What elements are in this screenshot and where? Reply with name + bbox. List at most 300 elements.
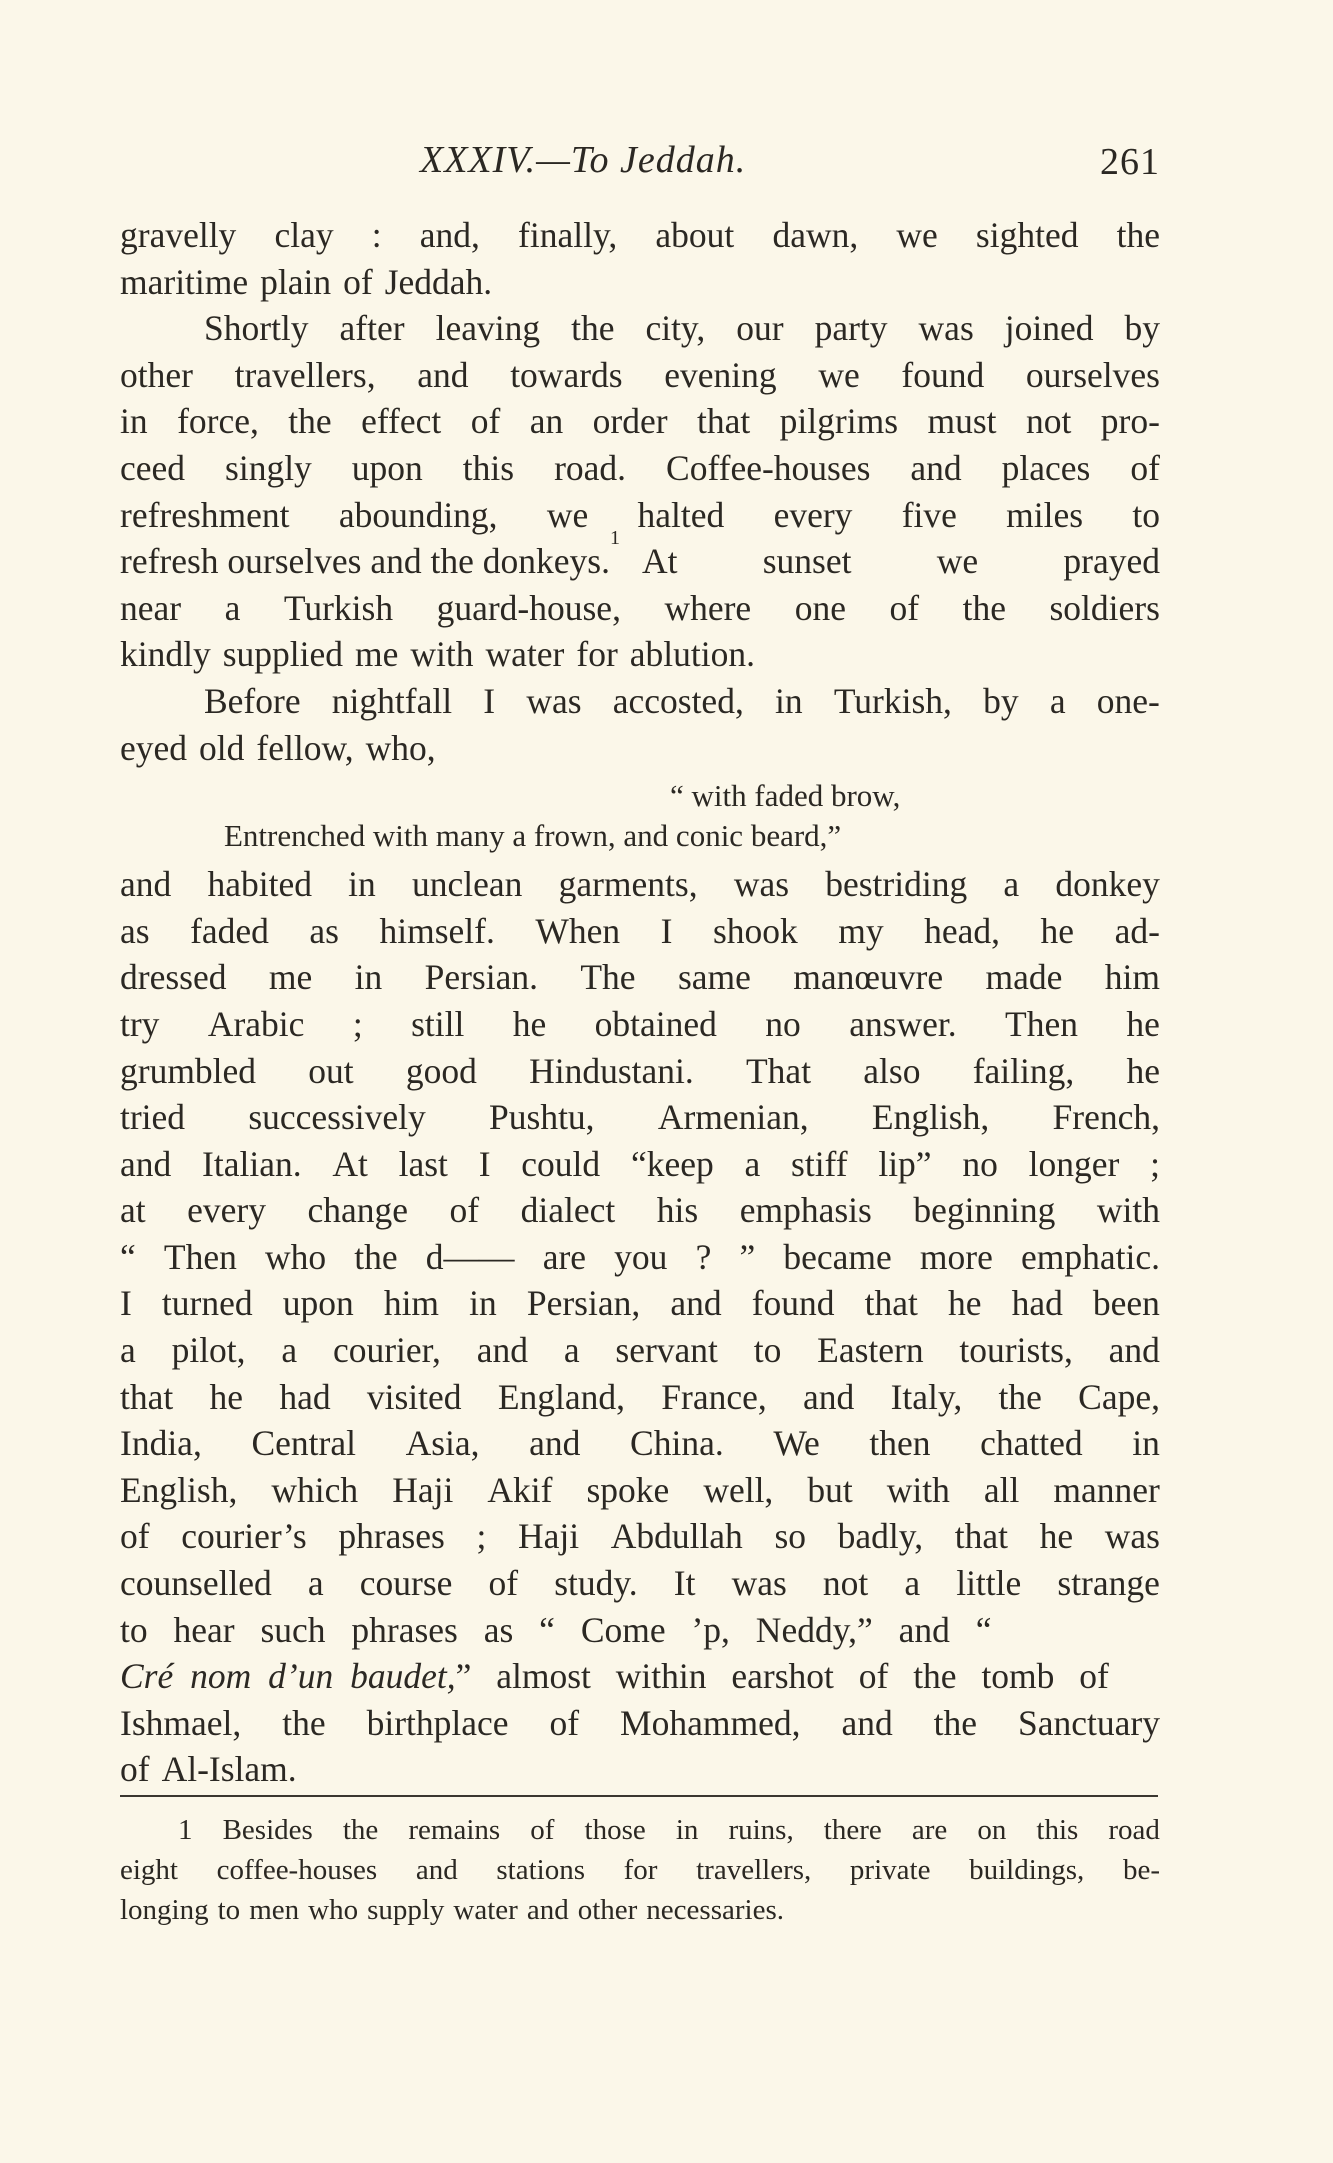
- word: We: [773, 1423, 820, 1464]
- word: of: [449, 1190, 480, 1231]
- word: India,: [120, 1423, 202, 1464]
- text-line: [120, 585, 1160, 632]
- word: pilgrims: [779, 401, 899, 442]
- word: soldiers: [1049, 587, 1160, 628]
- word: was: [733, 864, 790, 905]
- word: birthplace: [366, 1702, 509, 1743]
- word: was: [1104, 1516, 1160, 1557]
- word: “keep: [630, 1143, 714, 1184]
- text-line: [120, 212, 1160, 259]
- word: every: [773, 494, 853, 535]
- word: :: [371, 215, 382, 255]
- word: still: [411, 1003, 465, 1044]
- word: at: [120, 1190, 146, 1231]
- word: manœuvre: [793, 957, 944, 998]
- word: of: [1130, 447, 1160, 488]
- word: ?: [695, 1236, 712, 1277]
- word: Before: [204, 680, 301, 721]
- word: guard-house,: [436, 587, 621, 628]
- word: for: [623, 1854, 658, 1886]
- word: a: [307, 1563, 324, 1604]
- word: other: [577, 1894, 638, 1926]
- word: counselled: [120, 1563, 272, 1604]
- word: I: [483, 680, 496, 721]
- text-line: [120, 1048, 1160, 1095]
- footnote-line: [120, 1890, 1160, 1930]
- word: the: [354, 1236, 398, 1277]
- word: visited: [366, 1376, 462, 1417]
- word: Then: [1005, 1003, 1078, 1044]
- word: good: [405, 1050, 477, 1091]
- word: that: [120, 1376, 174, 1417]
- footnote-reference: 1: [609, 527, 620, 550]
- word: coffee-houses: [216, 1854, 378, 1886]
- word: refreshment: [120, 494, 290, 535]
- word: beginning: [913, 1190, 1056, 1231]
- text-line: [120, 259, 1160, 306]
- word: water: [485, 634, 565, 675]
- footnote: [120, 1810, 1160, 1930]
- word: a: [744, 1143, 761, 1184]
- word: grumbled: [120, 1050, 257, 1091]
- word: that: [697, 401, 751, 442]
- word: he: [1126, 1003, 1160, 1044]
- word: gravelly: [120, 215, 237, 255]
- word: Abdullah: [610, 1516, 743, 1557]
- word: phrases: [338, 1516, 445, 1557]
- body-text: [120, 212, 1160, 1793]
- text-line: [120, 631, 1160, 678]
- word: an: [529, 401, 564, 442]
- word: found: [751, 1283, 835, 1324]
- word: and: [670, 1283, 722, 1324]
- word: and: [415, 1854, 458, 1886]
- text-line: [120, 678, 1160, 725]
- word: Haji: [392, 1469, 454, 1510]
- word: and: [476, 1330, 528, 1371]
- word: by: [1124, 308, 1160, 349]
- footnote-line: [120, 1810, 1160, 1850]
- word: leaving: [435, 308, 541, 349]
- word: after: [339, 308, 405, 349]
- word: Turkish: [283, 587, 394, 628]
- word: old: [199, 727, 245, 768]
- word: failing,: [972, 1050, 1075, 1091]
- word: all: [983, 1469, 1020, 1510]
- word: one: [794, 587, 846, 628]
- word: course: [359, 1563, 453, 1604]
- word: clay: [274, 215, 334, 255]
- text-line: [120, 954, 1160, 1001]
- word: he: [947, 1283, 982, 1324]
- word: evening: [664, 354, 777, 395]
- word: emphasis: [739, 1190, 872, 1231]
- word: no: [765, 1003, 801, 1044]
- word: for: [576, 634, 618, 675]
- word: and: [417, 354, 469, 395]
- word: this: [462, 447, 515, 488]
- word: English,: [871, 1097, 990, 1138]
- verse-line: “ with faded brow,: [670, 778, 901, 814]
- text-line-with-footnote-ref: [120, 527, 1160, 585]
- word: turned: [161, 1283, 253, 1324]
- text-line: [120, 1094, 1160, 1141]
- word: prayed: [1063, 541, 1160, 582]
- text-line: [120, 1420, 1160, 1467]
- word: effect: [361, 401, 442, 442]
- word: in: [775, 680, 803, 721]
- word: had: [1011, 1283, 1063, 1324]
- text-line: [120, 1234, 1160, 1281]
- word: sighted: [975, 215, 1079, 255]
- word: ad-: [1114, 910, 1160, 951]
- word: “: [120, 1236, 136, 1277]
- word: same: [677, 957, 751, 998]
- text-line: [120, 492, 1160, 539]
- word: out: [308, 1050, 354, 1091]
- text-line: [120, 445, 1160, 492]
- word: we: [546, 494, 589, 535]
- word: where: [664, 587, 752, 628]
- word: the: [288, 401, 332, 442]
- word: near: [120, 587, 182, 628]
- text-line: [120, 1374, 1160, 1421]
- word: supply: [367, 1894, 445, 1926]
- word: one-: [1096, 680, 1160, 721]
- word: necessaries.: [646, 1894, 784, 1926]
- word: When: [535, 910, 621, 951]
- word: change: [307, 1190, 409, 1231]
- word: as: [120, 910, 150, 951]
- word: are: [542, 1236, 587, 1277]
- word: he: [512, 1003, 547, 1044]
- text-line: [120, 1327, 1160, 1374]
- text-line: [120, 1700, 1160, 1747]
- word: the: [933, 1702, 978, 1743]
- word: bestriding: [825, 864, 968, 905]
- page-number: 261: [1100, 141, 1160, 183]
- word: Persian,: [526, 1283, 641, 1324]
- word: order: [592, 401, 668, 442]
- word: Arabic: [207, 1003, 305, 1044]
- word: was: [918, 308, 974, 349]
- word: ourselves: [1025, 354, 1160, 395]
- text-line-with-italic: [120, 1653, 1160, 1700]
- word: a: [120, 1330, 136, 1371]
- word: of: [530, 1814, 555, 1846]
- word: remains: [408, 1814, 501, 1846]
- footnote-rule: [120, 1795, 1158, 1797]
- word: more: [919, 1236, 993, 1277]
- word: That: [746, 1050, 812, 1091]
- word: sunset: [762, 541, 852, 582]
- word: buildings,: [969, 1854, 1085, 1886]
- word: Sanctuary: [1018, 1702, 1160, 1743]
- word: France,: [661, 1376, 767, 1417]
- text-line: [120, 1141, 1160, 1188]
- word: Italy,: [890, 1376, 963, 1417]
- word: men: [249, 1894, 300, 1926]
- word: was: [526, 680, 582, 721]
- word: must: [927, 401, 997, 442]
- word: this: [1036, 1814, 1079, 1846]
- word: upon: [351, 447, 423, 488]
- word: Hindustani.: [529, 1050, 694, 1091]
- word: of: [470, 401, 501, 442]
- word: to: [753, 1330, 782, 1371]
- word: he: [1040, 910, 1075, 951]
- word: not: [1025, 401, 1072, 442]
- word: eight: [120, 1854, 178, 1886]
- word: with: [1096, 1190, 1160, 1231]
- word: strange: [1057, 1563, 1160, 1604]
- word: longer: [1028, 1143, 1120, 1184]
- word: Armenian,: [657, 1097, 809, 1138]
- word: other: [120, 354, 193, 395]
- word: miles: [1006, 494, 1084, 535]
- word: obtained: [594, 1003, 717, 1044]
- word: five: [901, 494, 957, 535]
- word: by: [983, 680, 1019, 721]
- word: of: [120, 1516, 150, 1557]
- word: ”: [739, 1236, 756, 1277]
- text-line: [120, 725, 1160, 772]
- word: longing: [120, 1894, 209, 1926]
- word: himself.: [379, 910, 495, 951]
- word: our: [736, 308, 784, 349]
- word: of: [343, 261, 373, 302]
- word: he: [1126, 1050, 1160, 1091]
- word: a: [904, 1563, 921, 1604]
- word: manner: [1053, 1469, 1160, 1510]
- word: found: [901, 354, 985, 395]
- text-segment: [620, 538, 1160, 585]
- word: 1: [178, 1814, 193, 1846]
- word: be-: [1122, 1854, 1160, 1886]
- word: the: [571, 308, 615, 349]
- word: in: [348, 864, 376, 905]
- word: pro-: [1100, 401, 1160, 442]
- word: supplied: [222, 634, 344, 675]
- word: and: [529, 1423, 581, 1464]
- word: Besides: [222, 1814, 313, 1846]
- word: a: [1049, 680, 1066, 721]
- word: joined: [1004, 308, 1094, 349]
- word: donkey: [1055, 864, 1160, 905]
- word: badly,: [837, 1516, 924, 1557]
- word: there: [823, 1814, 882, 1846]
- word: well,: [703, 1469, 774, 1510]
- word: party: [814, 308, 888, 349]
- word: ceed: [120, 447, 186, 488]
- word: he: [1039, 1516, 1074, 1557]
- word: those: [584, 1814, 646, 1846]
- word: about: [655, 215, 735, 255]
- word: to: [217, 1894, 241, 1926]
- word: he: [209, 1376, 244, 1417]
- word: that: [954, 1516, 1008, 1557]
- word: ;: [352, 1003, 363, 1044]
- word: plain: [260, 261, 332, 302]
- word: made: [985, 957, 1063, 998]
- word: little: [956, 1563, 1022, 1604]
- word: with: [410, 634, 474, 675]
- word: been: [1092, 1283, 1160, 1324]
- running-title: XXXIV.—To Jeddah.: [420, 139, 747, 181]
- word: him: [383, 1283, 440, 1324]
- word: maritime: [120, 261, 249, 302]
- word: in: [120, 401, 148, 442]
- word: in: [1132, 1423, 1160, 1464]
- word: I: [660, 910, 673, 951]
- word: travellers,: [696, 1854, 812, 1886]
- verse-line: Entrenched with many a frown, and conic beard,”: [224, 818, 842, 854]
- word: the: [1116, 215, 1160, 255]
- word: the: [962, 587, 1006, 628]
- word: but: [807, 1469, 853, 1510]
- word: the: [282, 1702, 326, 1743]
- word: had: [279, 1376, 331, 1417]
- word: road.: [554, 447, 627, 488]
- word: road: [1108, 1814, 1160, 1846]
- word: upon: [282, 1283, 354, 1324]
- page-header: [120, 138, 1160, 188]
- word: with: [886, 1469, 950, 1510]
- word: then: [869, 1423, 931, 1464]
- word: study.: [554, 1563, 638, 1604]
- word: and: [803, 1376, 855, 1417]
- word: who: [265, 1236, 327, 1277]
- word: last: [398, 1143, 448, 1184]
- word: Haji: [517, 1516, 580, 1557]
- word: kindly: [120, 634, 211, 675]
- word: unclean: [412, 864, 523, 905]
- word: me: [355, 634, 399, 675]
- word: a: [563, 1330, 580, 1371]
- word: Asia,: [405, 1423, 480, 1464]
- word: French,: [1052, 1097, 1160, 1138]
- word: and: [1108, 1330, 1160, 1371]
- text-line: [120, 1467, 1160, 1514]
- word: was: [731, 1563, 787, 1604]
- word: shook: [712, 910, 798, 951]
- word: no: [962, 1143, 998, 1184]
- word: It: [673, 1563, 696, 1604]
- word: I: [478, 1143, 491, 1184]
- word: Italian.: [202, 1143, 302, 1184]
- text-line: [120, 861, 1160, 908]
- word: as: [309, 910, 339, 951]
- word: China.: [630, 1423, 724, 1464]
- word: my: [838, 910, 884, 951]
- word: are: [911, 1814, 948, 1846]
- word: Al-Islam.: [161, 1749, 297, 1790]
- word: stiff: [791, 1143, 848, 1184]
- word: garments,: [558, 864, 698, 905]
- word: on: [977, 1814, 1007, 1846]
- text-line: [120, 1513, 1160, 1560]
- footnote-line: [120, 1850, 1160, 1890]
- word: singly: [225, 447, 312, 488]
- word: tourists,: [959, 1330, 1073, 1371]
- word: Central: [251, 1423, 356, 1464]
- word: that: [864, 1283, 918, 1324]
- word: Jeddah.: [384, 261, 493, 302]
- word: we: [896, 215, 938, 255]
- text-line: [120, 1560, 1160, 1607]
- word: Mohammed,: [620, 1702, 801, 1743]
- word: courier’s: [181, 1516, 307, 1557]
- word: towards: [510, 354, 623, 395]
- word: Turkish,: [833, 680, 952, 721]
- text-line: [120, 1746, 1160, 1793]
- text-line: [120, 1280, 1160, 1327]
- word: faded: [190, 910, 269, 951]
- text-segment: ” almost within earshot of the tomb of: [455, 1656, 1109, 1697]
- word: Eastern: [817, 1330, 924, 1371]
- word: Persian.: [424, 957, 538, 998]
- word: servant: [615, 1330, 718, 1371]
- text-segment: refresh ourselves and the donkeys.: [120, 541, 610, 582]
- word: chatted: [980, 1423, 1083, 1464]
- word: lip”: [878, 1143, 932, 1184]
- word: and: [120, 1143, 172, 1184]
- text-line: [120, 1001, 1160, 1048]
- word: eyed: [120, 727, 188, 768]
- word: dawn,: [772, 215, 859, 255]
- word: force,: [177, 401, 259, 442]
- word: a: [1003, 864, 1020, 905]
- word: of: [889, 587, 920, 628]
- word: places: [1001, 447, 1091, 488]
- word: and: [526, 1894, 569, 1926]
- word: The: [580, 957, 636, 998]
- word: every: [187, 1190, 266, 1231]
- word: the: [342, 1814, 379, 1846]
- word: ;: [1150, 1143, 1160, 1184]
- word: English,: [120, 1469, 238, 1510]
- word: dressed: [120, 957, 227, 998]
- word: a: [281, 1330, 298, 1371]
- word: in: [469, 1283, 497, 1324]
- word: ;: [476, 1516, 487, 1557]
- word: Akif: [487, 1469, 553, 1510]
- word: and,: [419, 215, 480, 255]
- word: pilot,: [171, 1330, 246, 1371]
- word: private: [849, 1854, 931, 1886]
- word: Pushtu,: [489, 1097, 595, 1138]
- word: dialect: [520, 1190, 616, 1231]
- word: habited: [207, 864, 312, 905]
- word: successively: [248, 1097, 426, 1138]
- word: halted: [637, 494, 725, 535]
- text-line: [120, 1187, 1160, 1234]
- word: in: [675, 1814, 699, 1846]
- word: which: [271, 1469, 359, 1510]
- word: who,: [365, 727, 436, 768]
- word: tried: [120, 1097, 186, 1138]
- word: Ishmael,: [120, 1702, 242, 1743]
- text-line: [120, 398, 1160, 445]
- word: also: [863, 1050, 921, 1091]
- text-line: [120, 305, 1160, 352]
- text-line: [120, 352, 1160, 399]
- word: and: [120, 864, 172, 905]
- word: ablution.: [629, 634, 756, 675]
- word: became: [783, 1236, 892, 1277]
- word: emphatic.: [1021, 1236, 1160, 1277]
- word: Then: [163, 1236, 237, 1277]
